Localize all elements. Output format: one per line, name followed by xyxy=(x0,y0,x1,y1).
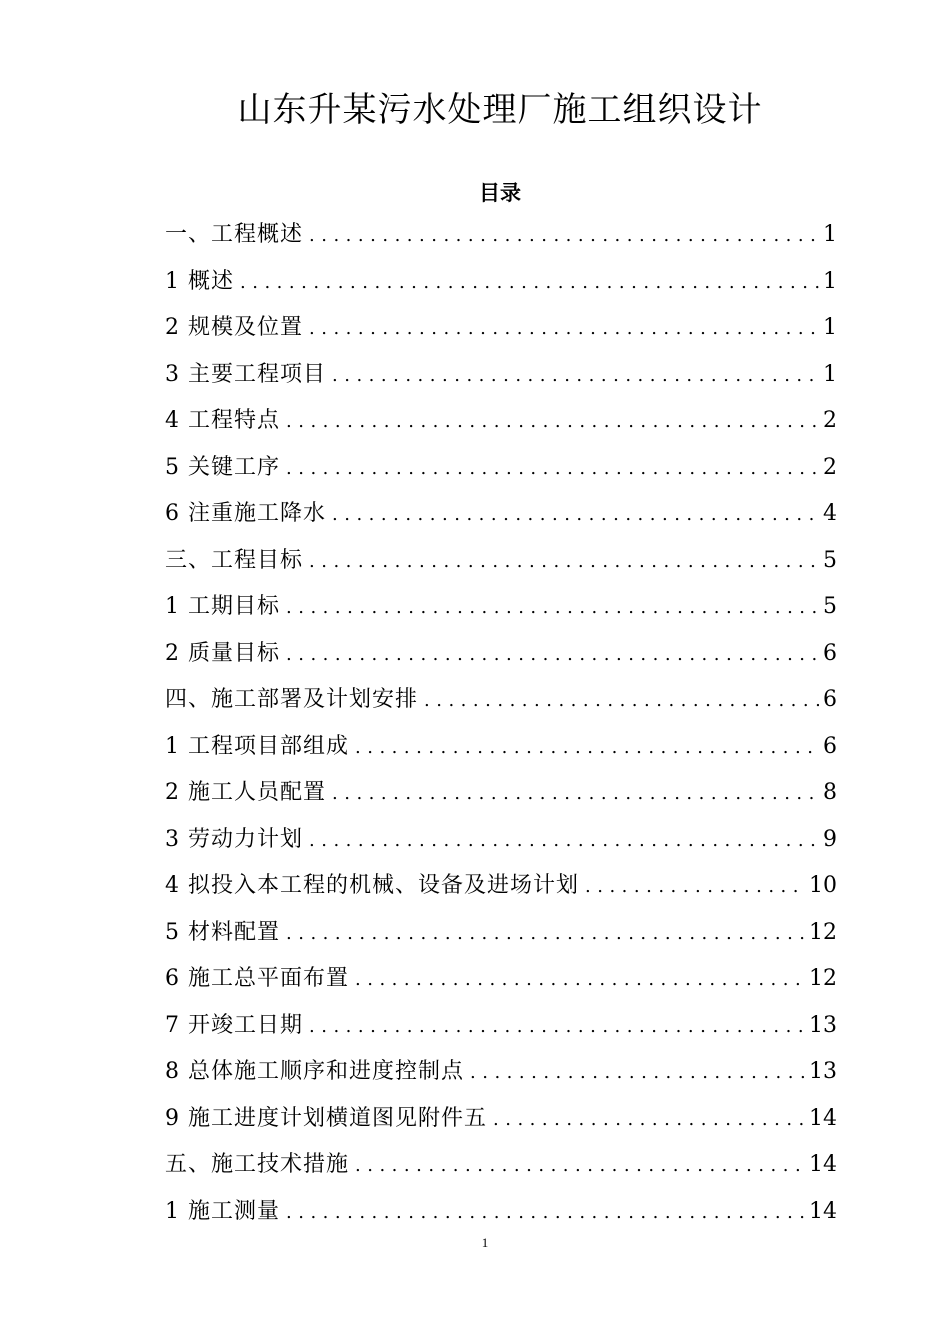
toc-entry[interactable] xyxy=(165,212,837,259)
toc-entry-page: 14 xyxy=(809,1152,837,1177)
toc-leader-dots xyxy=(355,1143,805,1190)
toc-entry[interactable] xyxy=(165,863,837,910)
toc-entry-label: 8 总体施工顺序和进度控制点 xyxy=(165,1059,464,1084)
toc-entry-page: 13 xyxy=(809,1012,837,1038)
toc-entry-page: 6 xyxy=(823,640,837,666)
toc-entry-label: 7 开竣工日期 xyxy=(165,1012,303,1038)
toc-entry[interactable] xyxy=(165,724,837,771)
toc-entry-label: 四、施工部署及计划安排 xyxy=(165,687,419,712)
toc-leader-dots xyxy=(309,818,819,865)
toc-entry-page: 9 xyxy=(823,826,837,852)
toc-leader-dots xyxy=(309,1004,805,1051)
toc-heading: 目录 xyxy=(479,180,521,205)
toc-entry-page: 12 xyxy=(809,919,837,945)
toc-entry-label: 2 质量目标 xyxy=(165,640,280,666)
toc-entry[interactable] xyxy=(165,956,837,1003)
toc-leader-dots xyxy=(286,585,819,632)
toc-leader-dots xyxy=(309,306,819,353)
toc-entry[interactable] xyxy=(165,491,837,538)
toc-entry-page: 1 xyxy=(823,222,837,247)
toc-entry[interactable] xyxy=(165,817,837,864)
toc-entry-page: 6 xyxy=(823,687,837,712)
toc-entry-label: 3 劳动力计划 xyxy=(165,826,303,852)
toc-entry-page: 2 xyxy=(823,408,837,433)
toc-entry-label: 4 工程特点 xyxy=(165,408,280,433)
toc-entry-label: 1 概述 xyxy=(165,268,234,294)
toc-entry[interactable] xyxy=(165,305,837,352)
toc-entry[interactable] xyxy=(165,445,837,492)
toc-leader-dots xyxy=(332,353,819,400)
toc-entry-label: 一、工程概述 xyxy=(165,222,304,247)
toc-entry-page: 12 xyxy=(809,966,837,991)
toc-entry-label: 1 施工测量 xyxy=(165,1198,280,1224)
toc-entry-label: 1 工期目标 xyxy=(165,594,280,619)
toc-entry-page: 1 xyxy=(823,315,837,340)
toc-entry[interactable] xyxy=(165,677,837,724)
toc-leader-dots xyxy=(286,1190,805,1237)
toc-entry[interactable] xyxy=(165,1142,837,1189)
toc-leader-dots xyxy=(309,213,819,260)
toc-entry-label: 3 主要工程项目 xyxy=(165,361,326,387)
toc-entry[interactable] xyxy=(165,584,837,631)
toc-leader-dots xyxy=(309,539,819,586)
toc-entry-page: 5 xyxy=(823,594,837,619)
toc-entry[interactable] xyxy=(165,1096,837,1143)
toc-leader-dots xyxy=(286,911,805,958)
toc-leader-dots xyxy=(424,678,819,725)
toc-entry-page: 5 xyxy=(823,547,837,573)
toc-entry-page: 4 xyxy=(823,501,837,526)
toc-entry-label: 2 施工人员配置 xyxy=(165,780,326,805)
toc-entry[interactable] xyxy=(165,631,837,678)
toc-leader-dots xyxy=(332,771,819,818)
toc-entry[interactable] xyxy=(165,1003,837,1050)
toc-entry-page: 14 xyxy=(809,1198,837,1224)
toc-entry-page: 8 xyxy=(823,780,837,805)
toc-leader-dots xyxy=(355,957,805,1004)
toc-entry-label: 三、工程目标 xyxy=(165,547,304,573)
toc-entry[interactable] xyxy=(165,352,837,399)
toc-entry-label: 5 材料配置 xyxy=(165,919,280,945)
toc-entry-page: 10 xyxy=(809,873,837,898)
toc-leader-dots xyxy=(240,260,819,307)
toc-entry-label: 6 注重施工降水 xyxy=(165,501,326,526)
document-title: 山东升某污水处理厂施工组织设计 xyxy=(237,90,763,130)
toc-entry-label: 5 关键工序 xyxy=(165,454,280,480)
toc-entry-label: 4 拟投入本工程的机械、设备及进场计划 xyxy=(165,873,579,898)
toc-leader-dots xyxy=(470,1050,805,1097)
page-number: 1 xyxy=(481,1235,489,1250)
toc-entry[interactable] xyxy=(165,538,837,585)
toc-entry-page: 1 xyxy=(823,361,837,387)
toc-leader-dots xyxy=(286,446,819,493)
toc-entry-label: 五、施工技术措施 xyxy=(165,1152,350,1177)
toc-entry-page: 14 xyxy=(809,1105,837,1131)
toc-entry-page: 13 xyxy=(809,1059,837,1084)
toc-entry-label: 9 施工进度计划横道图见附件五 xyxy=(165,1105,487,1131)
toc-leader-dots xyxy=(286,632,819,679)
toc-entry[interactable] xyxy=(165,1189,837,1236)
toc-leader-dots xyxy=(332,492,819,539)
toc-entry[interactable] xyxy=(165,770,837,817)
toc-leader-dots xyxy=(355,725,819,772)
toc-entry[interactable] xyxy=(165,398,837,445)
toc-leader-dots xyxy=(585,864,805,911)
toc-entry-page: 2 xyxy=(823,454,837,480)
table-of-contents xyxy=(165,212,837,1235)
toc-entry-page: 1 xyxy=(823,268,837,294)
toc-entry[interactable] xyxy=(165,910,837,957)
toc-entry-label: 1 工程项目部组成 xyxy=(165,733,349,759)
toc-leader-dots xyxy=(286,399,819,446)
toc-entry-label: 2 规模及位置 xyxy=(165,315,303,340)
toc-entry-label: 6 施工总平面布置 xyxy=(165,966,349,991)
toc-leader-dots xyxy=(493,1097,805,1144)
toc-entry-page: 6 xyxy=(823,733,837,759)
toc-entry[interactable] xyxy=(165,259,837,306)
toc-entry[interactable] xyxy=(165,1049,837,1096)
